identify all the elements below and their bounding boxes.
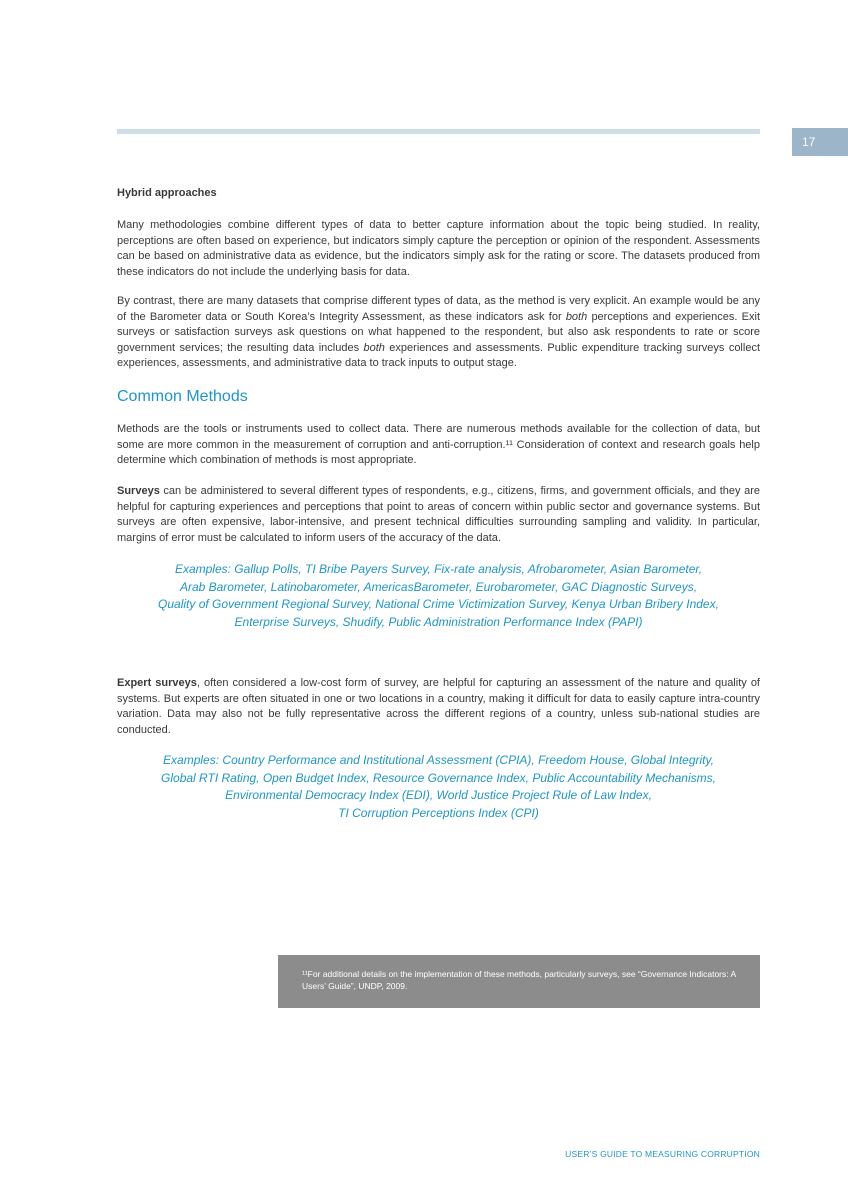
header-rule: [117, 129, 760, 134]
expert-examples-line: Environmental Democracy Index (EDI), World Justice Project Rule of Law Index,: [225, 788, 652, 802]
expert-examples-wrap: [117, 752, 760, 822]
hybrid-section: [117, 187, 760, 199]
surveys-examples: [117, 561, 760, 631]
common-methods-heading-wrap: [117, 388, 760, 406]
surveys-examples-line: Arab Barometer, Latinobarometer, AmericasBarometer, Eurobarometer, GAC Diagnostic Surveys,: [179, 579, 698, 594]
expert-examples: [117, 752, 760, 822]
hybrid-p2-part-a: By contrast, there are many datasets that comprise different types of data, as the method is very explicit. An example would be any of the Barometer data or South Korea’s Integrity Assessment, as these indicators ask for: [117, 295, 760, 323]
expert-examples-line: TI Corruption Perceptions Index (CPI): [338, 805, 539, 820]
hybrid-p2-part-c: experiences and assessments. Public expenditure tracking surveys collect experiences, assessments, and administrative data to track inputs to output stage.: [117, 341, 760, 369]
surveys-term: Surveys: [117, 485, 160, 497]
surveys-examples-line: Quality of Government Regional Survey, National Crime Victimization Survey, Kenya Urban Bribery Index,: [158, 597, 719, 611]
hybrid-paragraph-2: [117, 294, 760, 372]
hybrid-p2-emphasis-2: both: [363, 341, 385, 354]
hybrid-p1: Many methodologies combine different types of data to better capture information about the topic being studied. In reality, perceptions are often based on experience, but indicators simply capture the perception or opinion of the respondent. Assessments can be based on administrative data as evidence, but the indicators simply ask for the rating or score. The datasets produced from these indicators do not include the underlying basis for data.: [117, 219, 760, 278]
surveys-examples-line: Enterprise Surveys, Shudify, Public Administration Performance Index (PAPI): [234, 614, 643, 629]
surveys-examples-wrap: [117, 561, 760, 631]
hybrid-heading: Hybrid approaches: [117, 187, 217, 199]
footnote-text: ¹¹For additional details on the implementation of these methods, particularly surveys, see “Governance Indicators: A Users’ Guide”, UNDP, 2009.: [302, 969, 736, 991]
hybrid-p2-emphasis-1: both: [565, 310, 588, 323]
hybrid-p2-part-b: perceptions and experiences. Exit surveys or satisfaction surveys ask questions on what happened to the respondent, but also ask respondents to rate or score government services; the resulting data includes: [117, 310, 760, 354]
expert-paragraph-wrap: [117, 676, 760, 738]
expert-examples-line: Examples: Country Performance and Institutional Assessment (CPIA), Freedom House, Global Integrity,: [163, 753, 714, 767]
surveys-paragraph-wrap: [117, 484, 760, 546]
expert-examples-line: Global RTI Rating, Open Budget Index, Resource Governance Index, Public Accountability Mechanisms,: [161, 770, 716, 785]
expert-text: , often considered a low-cost form of survey, are helpful for capturing an assessment of the nature and quality of systems. But experts are often situated in one or two locations in a country, making it difficult for data to easily capture intra-country variation. Data may also not be fully representative across the different regions of a country, unless sub-national studies are conducted.: [117, 677, 760, 736]
surveys-examples-line: Examples: Gallup Polls, TI Bribe Payers Survey, Fix-rate analysis, Afrobarometer, Asian Barometer,: [174, 562, 703, 576]
page-number: [792, 128, 848, 156]
surveys-paragraph: [117, 484, 760, 546]
page-number-text: 17: [802, 135, 816, 149]
methods-intro-wrap: [117, 422, 760, 469]
expert-term: Expert surveys: [117, 677, 197, 689]
footnote-box: [278, 955, 760, 1008]
footer-title: USER’S GUIDE TO MEASURING CORRUPTION: [565, 1149, 760, 1159]
common-methods-heading: Common Methods: [117, 388, 248, 405]
hybrid-p2: [117, 294, 760, 372]
surveys-text: can be administered to several different types of respondents, e.g., citizens, firms, and government officials, and they are helpful for capturing experiences and perceptions that point to areas of concern within public sector and governance systems. But surveys are often expensive, labor-intensive, and present technical difficulties surrounding sampling and validity. In particular, margins of error must be calculated to inform users of the accuracy of the data.: [117, 485, 760, 544]
expert-paragraph: [117, 676, 760, 738]
methods-intro: Methods are the tools or instruments used to collect data. There are numerous methods available for the collection of data, but some are more common in the measurement of corruption and anti-corruption.¹¹ Consideration of context and research goals help determine which combination of methods is most appropriate.: [117, 423, 760, 466]
hybrid-paragraph-1: [117, 218, 760, 280]
